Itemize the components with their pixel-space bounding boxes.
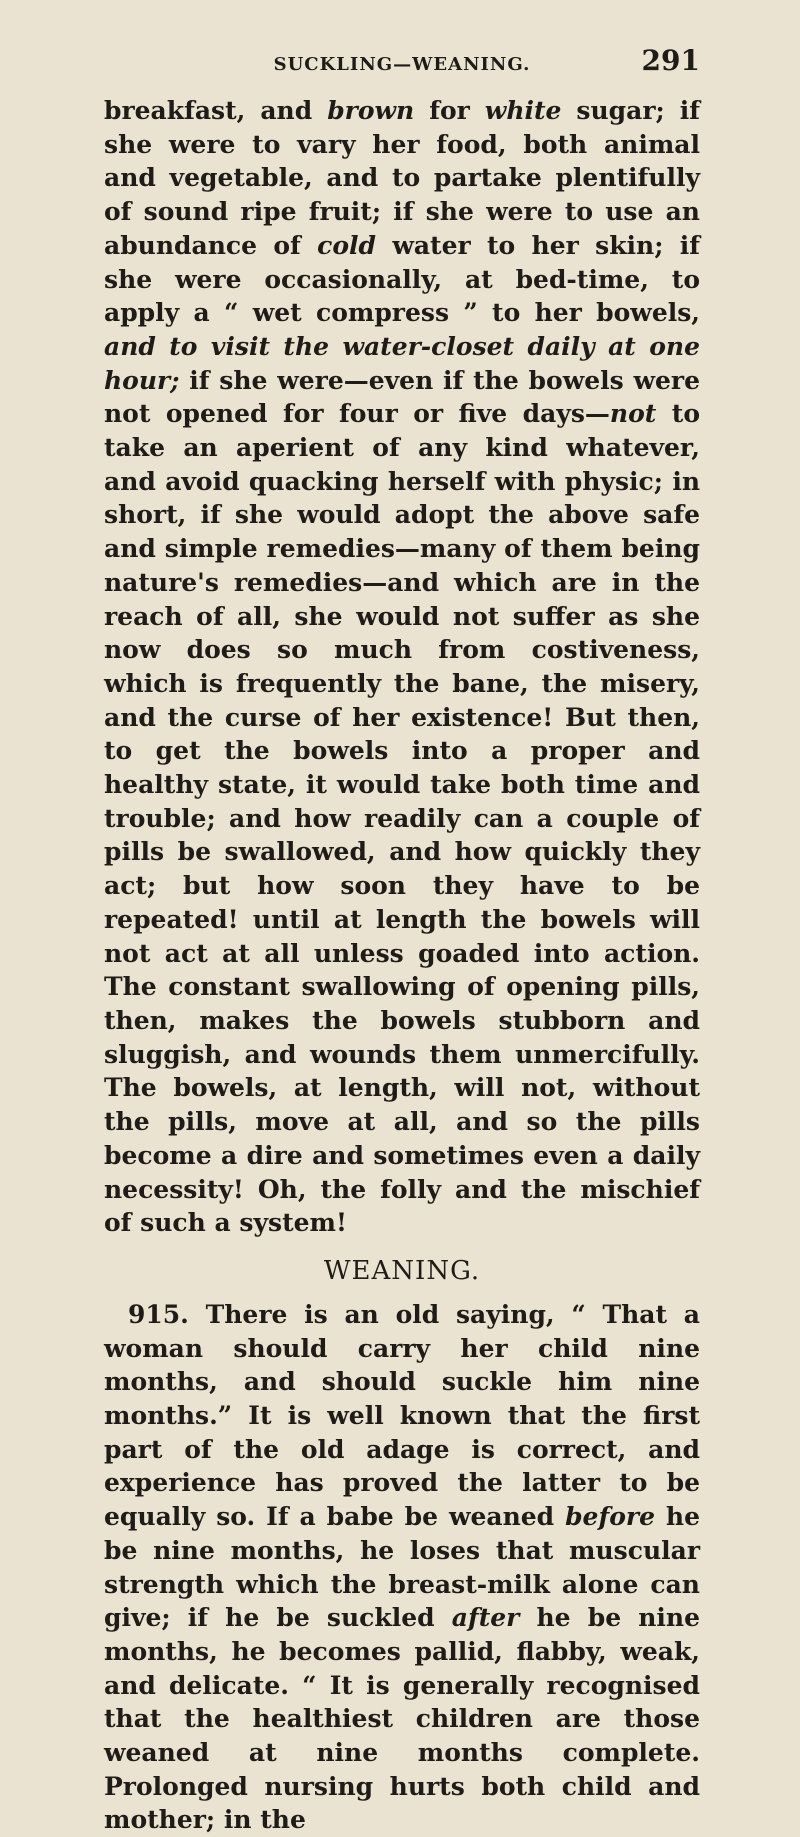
italic-run: brown — [327, 96, 415, 125]
running-title: SUCKLING—WEANING. — [273, 54, 531, 75]
text-run: he be nine months, he loses that muscular strength which the breast-milk alone can give; if he be suckled — [104, 1502, 700, 1633]
text-run: water to her skin; if she were occasionally, at bed-time, to apply a “ wet compress ” to her bowels, — [104, 230, 700, 328]
italic-run: and to visit the water-closet daily at one hour; — [104, 331, 700, 395]
text-run: he be nine months, he becomes pallid, flabby, weak, and delicate. “ It is generally recognised that the healthiest children are those weaned at nine months complete. Prolonged nursing hurts both child and mother; in the — [104, 1603, 700, 1835]
text-run: if she were—even if the bowels were not opened for four or five days— — [104, 365, 700, 429]
italic-run: cold — [317, 230, 376, 260]
section-heading: WEANING. — [323, 1255, 481, 1286]
text-run: sugar; if she were to vary her food, both animal and vegetable, and to partake plentifully of sound ripe fruit; if she were to use an abundance of — [104, 96, 700, 260]
italic-run: before — [565, 1502, 655, 1532]
page-number: 291 — [641, 44, 700, 77]
text-run: for — [414, 96, 485, 125]
italic-run: after — [451, 1603, 520, 1633]
paragraph-costiveness — [104, 94, 700, 1240]
text-run: 915. There is an old saying, “ That a woman should carry her child nine months, and should suckle him nine months.” It is well known that the first part of the old adage is correct, and experience has proved the latter to be equally so. If a babe be weaned — [104, 1299, 700, 1532]
italic-run: white — [484, 96, 562, 125]
text-run: to take an aperient of any kind whatever, and avoid quacking herself with physic; in short, if she would adopt the above safe and simple remedies—many of them being nature's remedies—and which are in the reach of all, she would not suffer as she now does so much from costiveness, which is frequently the bane, the misery, and the curse of her existence! But then, to get the bowels into a proper and healthy state, it would take both time and trouble; and how readily can a couple of pills be swallowed, and how quickly they act; but how soon they have to be repeated! until at length the bowels will not act at all unless goaded into action. The constant swallowing of opening pills, then, makes the bowels stubborn and sluggish, and wounds them unmercifully. The bowels, at length, will not, without the pills, move at all, and so the pills become a dire and sometimes even a daily necessity! Oh, the folly and the mischief of such a system! — [104, 399, 700, 1238]
paragraph-weaning — [104, 1298, 700, 1837]
running-head — [104, 40, 700, 94]
text-run: breakfast, and — [104, 96, 328, 125]
italic-run: not — [609, 399, 657, 429]
